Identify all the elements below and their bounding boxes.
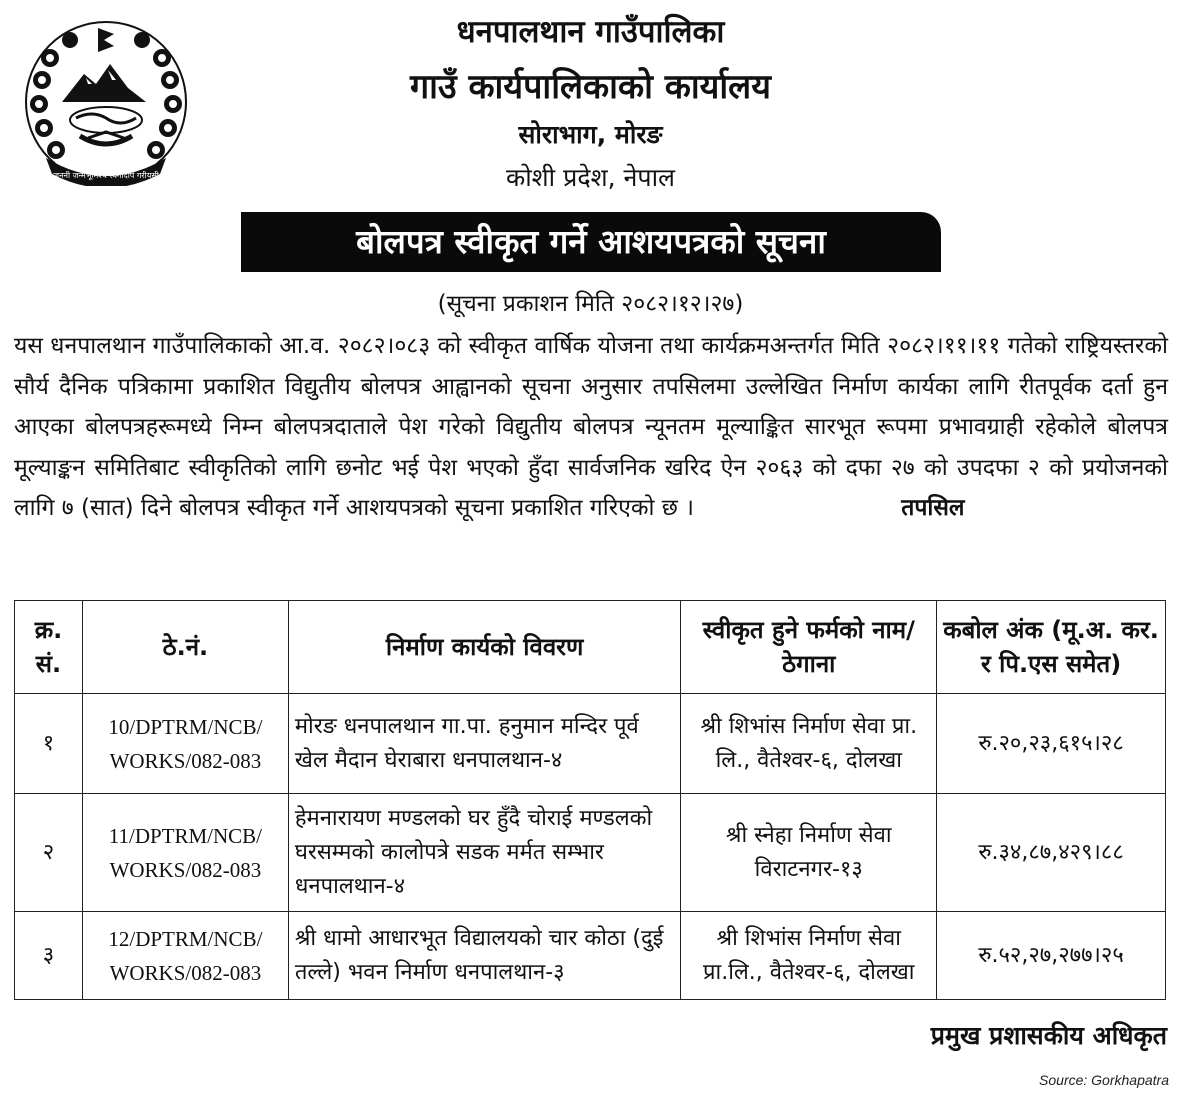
header-sn: क्र. सं. [15, 601, 83, 694]
table-row [15, 794, 1166, 912]
row-amount: रु.२०,२३,६१५।२८ [937, 694, 1166, 794]
row-sn: १ [15, 694, 83, 794]
row-sn: २ [15, 794, 83, 912]
notice-body-text: यस धनपालथान गाउँपालिकाको आ.व. २०८२।०८३ को स्वीकृत वार्षिक योजना तथा कार्यक्रमअन्तर्गत मिति २०८२।११।११ गतेको राष्ट्रियस्तरको सौर्य दैनिक पत्रिकामा प्रकाशित विद्युतीय बोलपत्र आह्वानको सूचना अनुसार तपसिलमा उल्लेखित निर्माण कार्यका लागि रीतपूर्वक दर्ता हुन आएका बोलपत्रहरूमध्ये निम्न बोलपत्रदाताले पेश गरेको विद्युतीय बोलपत्र न्यूनतम मूल्याङ्कित सारभूत रूपमा प्रभावग्राही रहेकोले बोलपत्र मूल्याङ्कन समितिबाट स्वीकृतिको लागि छनोट भई पेश भएको हुँदा सार्वजनिक खरिद ऐन २०६३ को दफा २७ को उपदफा २ को प्रयोजनको लागि ७ (सात) दिने बोलपत्र स्वीकृत गर्ने आशयपत्रको सूचना प्रकाशित गरिएको छ । [14, 333, 1168, 521]
row-firm: श्री शिभांस निर्माण सेवा प्रा.लि., वैतेश्वर-६, दोलखा [681, 912, 937, 1000]
row-firm: श्री शिभांस निर्माण सेवा प्रा. लि., वैतेश्वर-६, दोलखा [681, 694, 937, 794]
row-desc: हेमनारायण मण्डलको घर हुँदै चोराई मण्डलको घरसम्मको कालोपत्रे सडक मर्मत सम्भार धनपालथान-४ [288, 794, 681, 912]
row-amount: रु.३४,८७,४२९।८८ [937, 794, 1166, 912]
table-row [15, 694, 1166, 794]
publish-date: (सूचना प्रकाशन मिति २०८२।१२।२७) [437, 291, 744, 317]
header-desc: निर्माण कार्यको विवरण [288, 601, 681, 694]
office-location: सोराभाग, मोरङ [518, 120, 663, 149]
row-desc: मोरङ धनपालथान गा.पा. हनुमान मन्दिर पूर्व खेल मैदान घेराबारा धनपालथान-४ [288, 694, 681, 794]
row-firm: श्री स्नेहा निर्माण सेवा विराटनगर-१३ [681, 794, 937, 912]
source-credit: Source: Gorkhapatra [1039, 1072, 1169, 1088]
header-ref: ठे.नं. [82, 601, 288, 694]
schedule-label: तपसिल [901, 495, 965, 521]
notice-body [14, 326, 1168, 529]
header-firm: स्वीकृत हुने फर्मको नाम/ठेगाना [681, 601, 937, 694]
table-header-row [15, 601, 1166, 694]
notice-title: बोलपत्र स्वीकृत गर्ने आशयपत्रको सूचना [241, 212, 941, 272]
signature-title: प्रमुख प्रशासकीय अधिकृत [930, 1021, 1167, 1050]
header-amount: कबोल अंक (मू.अ. कर. र पि.एस समेत) [937, 601, 1166, 694]
emblem-motto: जननी जन्मभूमिश्च स्वर्गादपि गरीयसी [53, 171, 159, 180]
row-ref: 11/DPTRM/NCB/ WORKS/082-083 [82, 794, 288, 912]
row-ref: 10/DPTRM/NCB/ WORKS/082-083 [82, 694, 288, 794]
row-amount: रु.५२,२७,२७७।२५ [937, 912, 1166, 1000]
row-ref: 12/DPTRM/NCB/ WORKS/082-083 [82, 912, 288, 1000]
office-province: कोशी प्रदेश, नेपाल [506, 163, 675, 192]
contracts-table [14, 600, 1166, 1000]
row-sn: ३ [15, 912, 83, 1000]
table-row [15, 912, 1166, 1000]
municipality-name: धनपालथान गाउँपालिका [456, 14, 725, 50]
row-desc: श्री धामो आधारभूत विद्यालयको चार कोठा (दुई तल्ले) भवन निर्माण धनपालथान-३ [288, 912, 681, 1000]
office-name: गाउँ कार्यपालिकाको कार्यालय [410, 67, 771, 107]
